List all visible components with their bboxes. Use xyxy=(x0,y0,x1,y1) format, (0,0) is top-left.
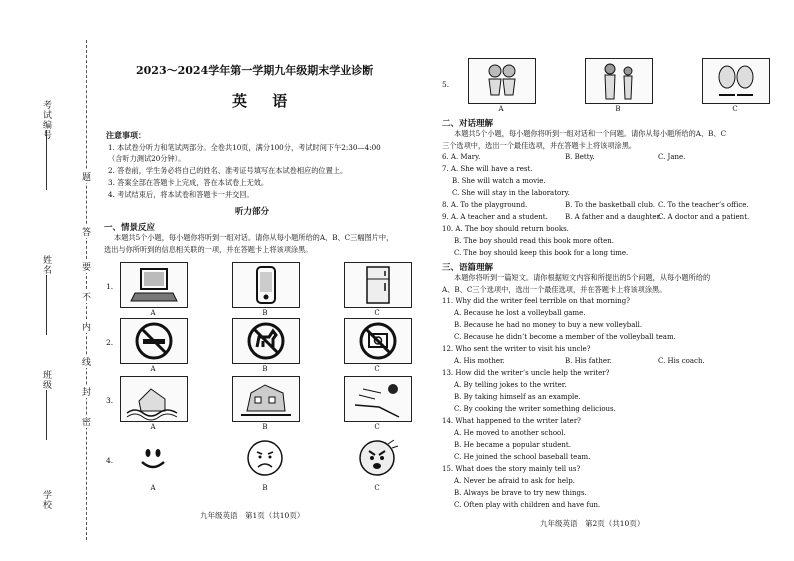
note-line: 2. 答卷前，学生务必将自己的姓名、准考证号填写在本试卷相应的位置上。 xyxy=(108,166,348,175)
seal-char: 题 xyxy=(80,172,90,181)
answer-option: 6. A. Mary. xyxy=(442,153,481,161)
option-label: C xyxy=(732,105,738,113)
question-text: 12. Who sent the writer to visit his uncle? xyxy=(442,345,591,353)
section-2-desc: 本题共5个小题，每小题你将听到一组对话和一个问题。请你从每小题所给的A、B、C xyxy=(454,129,727,138)
option-label: C xyxy=(374,365,380,373)
option-label: A xyxy=(150,309,156,317)
page-footer: 九年级英语 第2页（共10页） xyxy=(540,519,645,528)
answer-option: C. To the teacher’s office. xyxy=(658,201,749,209)
answer-option: B. To the basketball club. xyxy=(565,201,656,209)
binding-margin xyxy=(0,0,100,561)
seal-char: 不 xyxy=(80,292,90,301)
answer-option: B. Always be brave to try new things. xyxy=(454,489,587,497)
seal-char: 答 xyxy=(80,227,90,236)
exam-number-blank xyxy=(46,130,47,190)
answer-option: B. He became a popular student. xyxy=(454,441,571,449)
answer-option: C. A doctor and a patient. xyxy=(658,213,750,221)
two-faces-picture xyxy=(702,58,770,104)
option-label: A xyxy=(498,105,504,113)
answer-option: 7. A. She will have a rest. xyxy=(442,165,533,173)
section-1-desc: 本题共5个小题，每小题你将听到一组对话。请你从每小题所给的A、B、C三幅图片中， xyxy=(114,233,394,242)
subject-title: 英 语 xyxy=(232,92,298,110)
answer-option: A. Never be afraid to ask for help. xyxy=(454,477,575,485)
exam-number-label: 考试编号 xyxy=(41,100,51,140)
two-people-talking-picture xyxy=(585,58,653,104)
section-3-title: 三、语篇理解 xyxy=(442,263,494,273)
answer-option: B. Betty. xyxy=(565,153,595,161)
flooded-house-picture xyxy=(120,376,188,422)
answer-option: 9. A. A teacher and a student. xyxy=(442,213,548,221)
angry-face-picture xyxy=(344,436,410,480)
answer-option: C. Jane. xyxy=(658,153,686,161)
no-photos-sign xyxy=(344,318,412,364)
fridge-picture xyxy=(344,262,412,308)
question-text: 11. Why did the writer feel terrible on that morning? xyxy=(442,297,630,305)
answer-option: B. His father. xyxy=(565,357,612,365)
school-label: 学校 xyxy=(41,490,51,510)
page-1 xyxy=(100,0,430,561)
option-label: C xyxy=(374,423,380,431)
question-number: 3. xyxy=(106,396,114,405)
class-blank xyxy=(46,390,47,440)
answer-option: B. By taking himself as an example. xyxy=(454,393,581,401)
answer-option: C. The boy should keep this book for a long time. xyxy=(454,249,629,257)
option-label: B xyxy=(262,309,268,317)
answer-option: B. She will watch a movie. xyxy=(452,177,546,185)
option-label: B xyxy=(615,105,621,113)
section-1-title: 一、情景反应 xyxy=(104,223,156,233)
note-line: 3. 答案全部在答题卡上完成，答在本试卷上无效。 xyxy=(108,178,269,187)
question-text: 15. What does the story mainly tell us? xyxy=(442,465,581,473)
collapsed-building-picture xyxy=(232,376,300,422)
sad-face-picture xyxy=(232,436,298,480)
page-footer: 九年级英语 第1页（共10页） xyxy=(200,511,305,520)
option-label: B xyxy=(262,423,268,431)
computer-picture xyxy=(120,262,188,308)
notes-heading: 注意事项： xyxy=(106,130,146,140)
answer-option: A. He moved to another school. xyxy=(454,429,566,437)
note-line: （含听力测试20分钟）。 xyxy=(108,154,186,163)
answer-option: A. Because he lost a volleyball game. xyxy=(454,309,586,317)
answer-option: C. She will stay in the laboratory. xyxy=(452,189,570,197)
question-text: 14. What happened to the writer later? xyxy=(442,417,581,425)
note-line: 1. 本试卷分听力和笔试两部分。全卷共10页，满分100分，考试时间下午2:30—4:00 xyxy=(108,143,381,152)
answer-option: C. Often play with children and have fun. xyxy=(454,501,601,509)
answer-option: C. By cooking the writer something delicious. xyxy=(454,405,616,413)
option-label: C xyxy=(374,309,380,317)
option-label: A xyxy=(150,365,156,373)
listening-heading: 听力部分 xyxy=(235,207,270,217)
question-number: 5. xyxy=(442,80,450,89)
no-dogs-sign xyxy=(232,318,300,364)
name-label: 姓名 xyxy=(41,255,51,275)
seal-char: 封 xyxy=(80,387,90,396)
question-number: 2. xyxy=(106,338,114,347)
seal-char: 密 xyxy=(80,417,90,426)
answer-option: B. The boy should read this book more often. xyxy=(454,237,614,245)
two-kids-picture xyxy=(468,58,536,104)
section-3-desc: 本题你将听到一篇短文。请你根据短文内容和所提出的5个问题，从每小题所给的 xyxy=(454,273,711,282)
name-blank xyxy=(46,275,47,335)
seal-char: 要 xyxy=(80,262,90,271)
question-number: 4. xyxy=(106,456,114,465)
no-smoking-sign xyxy=(120,318,188,364)
class-label: 班级 xyxy=(41,370,51,390)
answer-option: 10. A. The boy should return books. xyxy=(442,225,569,233)
note-line: 4. 考试结束后，将本试卷和答题卡一并交回。 xyxy=(108,190,254,199)
section-3-desc: A、B、C三个选项中，选出一个最佳选项，并在答题卡上将该项涂黑。 xyxy=(442,285,667,294)
option-label: C xyxy=(374,484,380,492)
section-1-desc: 选出与你所听到的信息相关联的一项，并在答题卡上将该项涂黑。 xyxy=(104,245,313,254)
mobile-phone-picture xyxy=(232,262,300,308)
sun-and-wind-picture xyxy=(344,376,412,422)
answer-option: B. A father and a daughter. xyxy=(565,213,662,221)
answer-option: 8. A. To the playground. xyxy=(442,201,528,209)
question-number: 1. xyxy=(106,282,114,291)
answer-option: C. He joined the school baseball team. xyxy=(454,453,591,461)
option-label: B xyxy=(262,484,268,492)
answer-option: C. His coach. xyxy=(658,357,705,365)
section-2-desc: 三个选项中，选出一个最佳选项，并在答题卡上将该项涂黑。 xyxy=(442,141,637,150)
option-label: A xyxy=(150,423,156,431)
seal-char: 内 xyxy=(80,322,90,331)
page-2 xyxy=(440,0,785,561)
happy-face-picture xyxy=(120,436,186,480)
question-text: 13. How did the writer’s uncle help the writer? xyxy=(442,369,610,377)
option-label: A xyxy=(150,484,156,492)
option-label: B xyxy=(262,365,268,373)
exam-title: 2023～2024学年第一学期九年级期末学业诊断 xyxy=(136,64,374,77)
answer-option: B. Because he had no money to buy a new volleyball. xyxy=(454,321,643,329)
answer-option: A. His mother. xyxy=(454,357,505,365)
answer-option: C. Because he didn’t become a member of the volleyball team. xyxy=(454,333,676,341)
section-2-title: 二、对话理解 xyxy=(442,119,494,129)
seal-char: 线 xyxy=(80,357,90,366)
answer-option: A. By telling jokes to the writer. xyxy=(454,381,567,389)
